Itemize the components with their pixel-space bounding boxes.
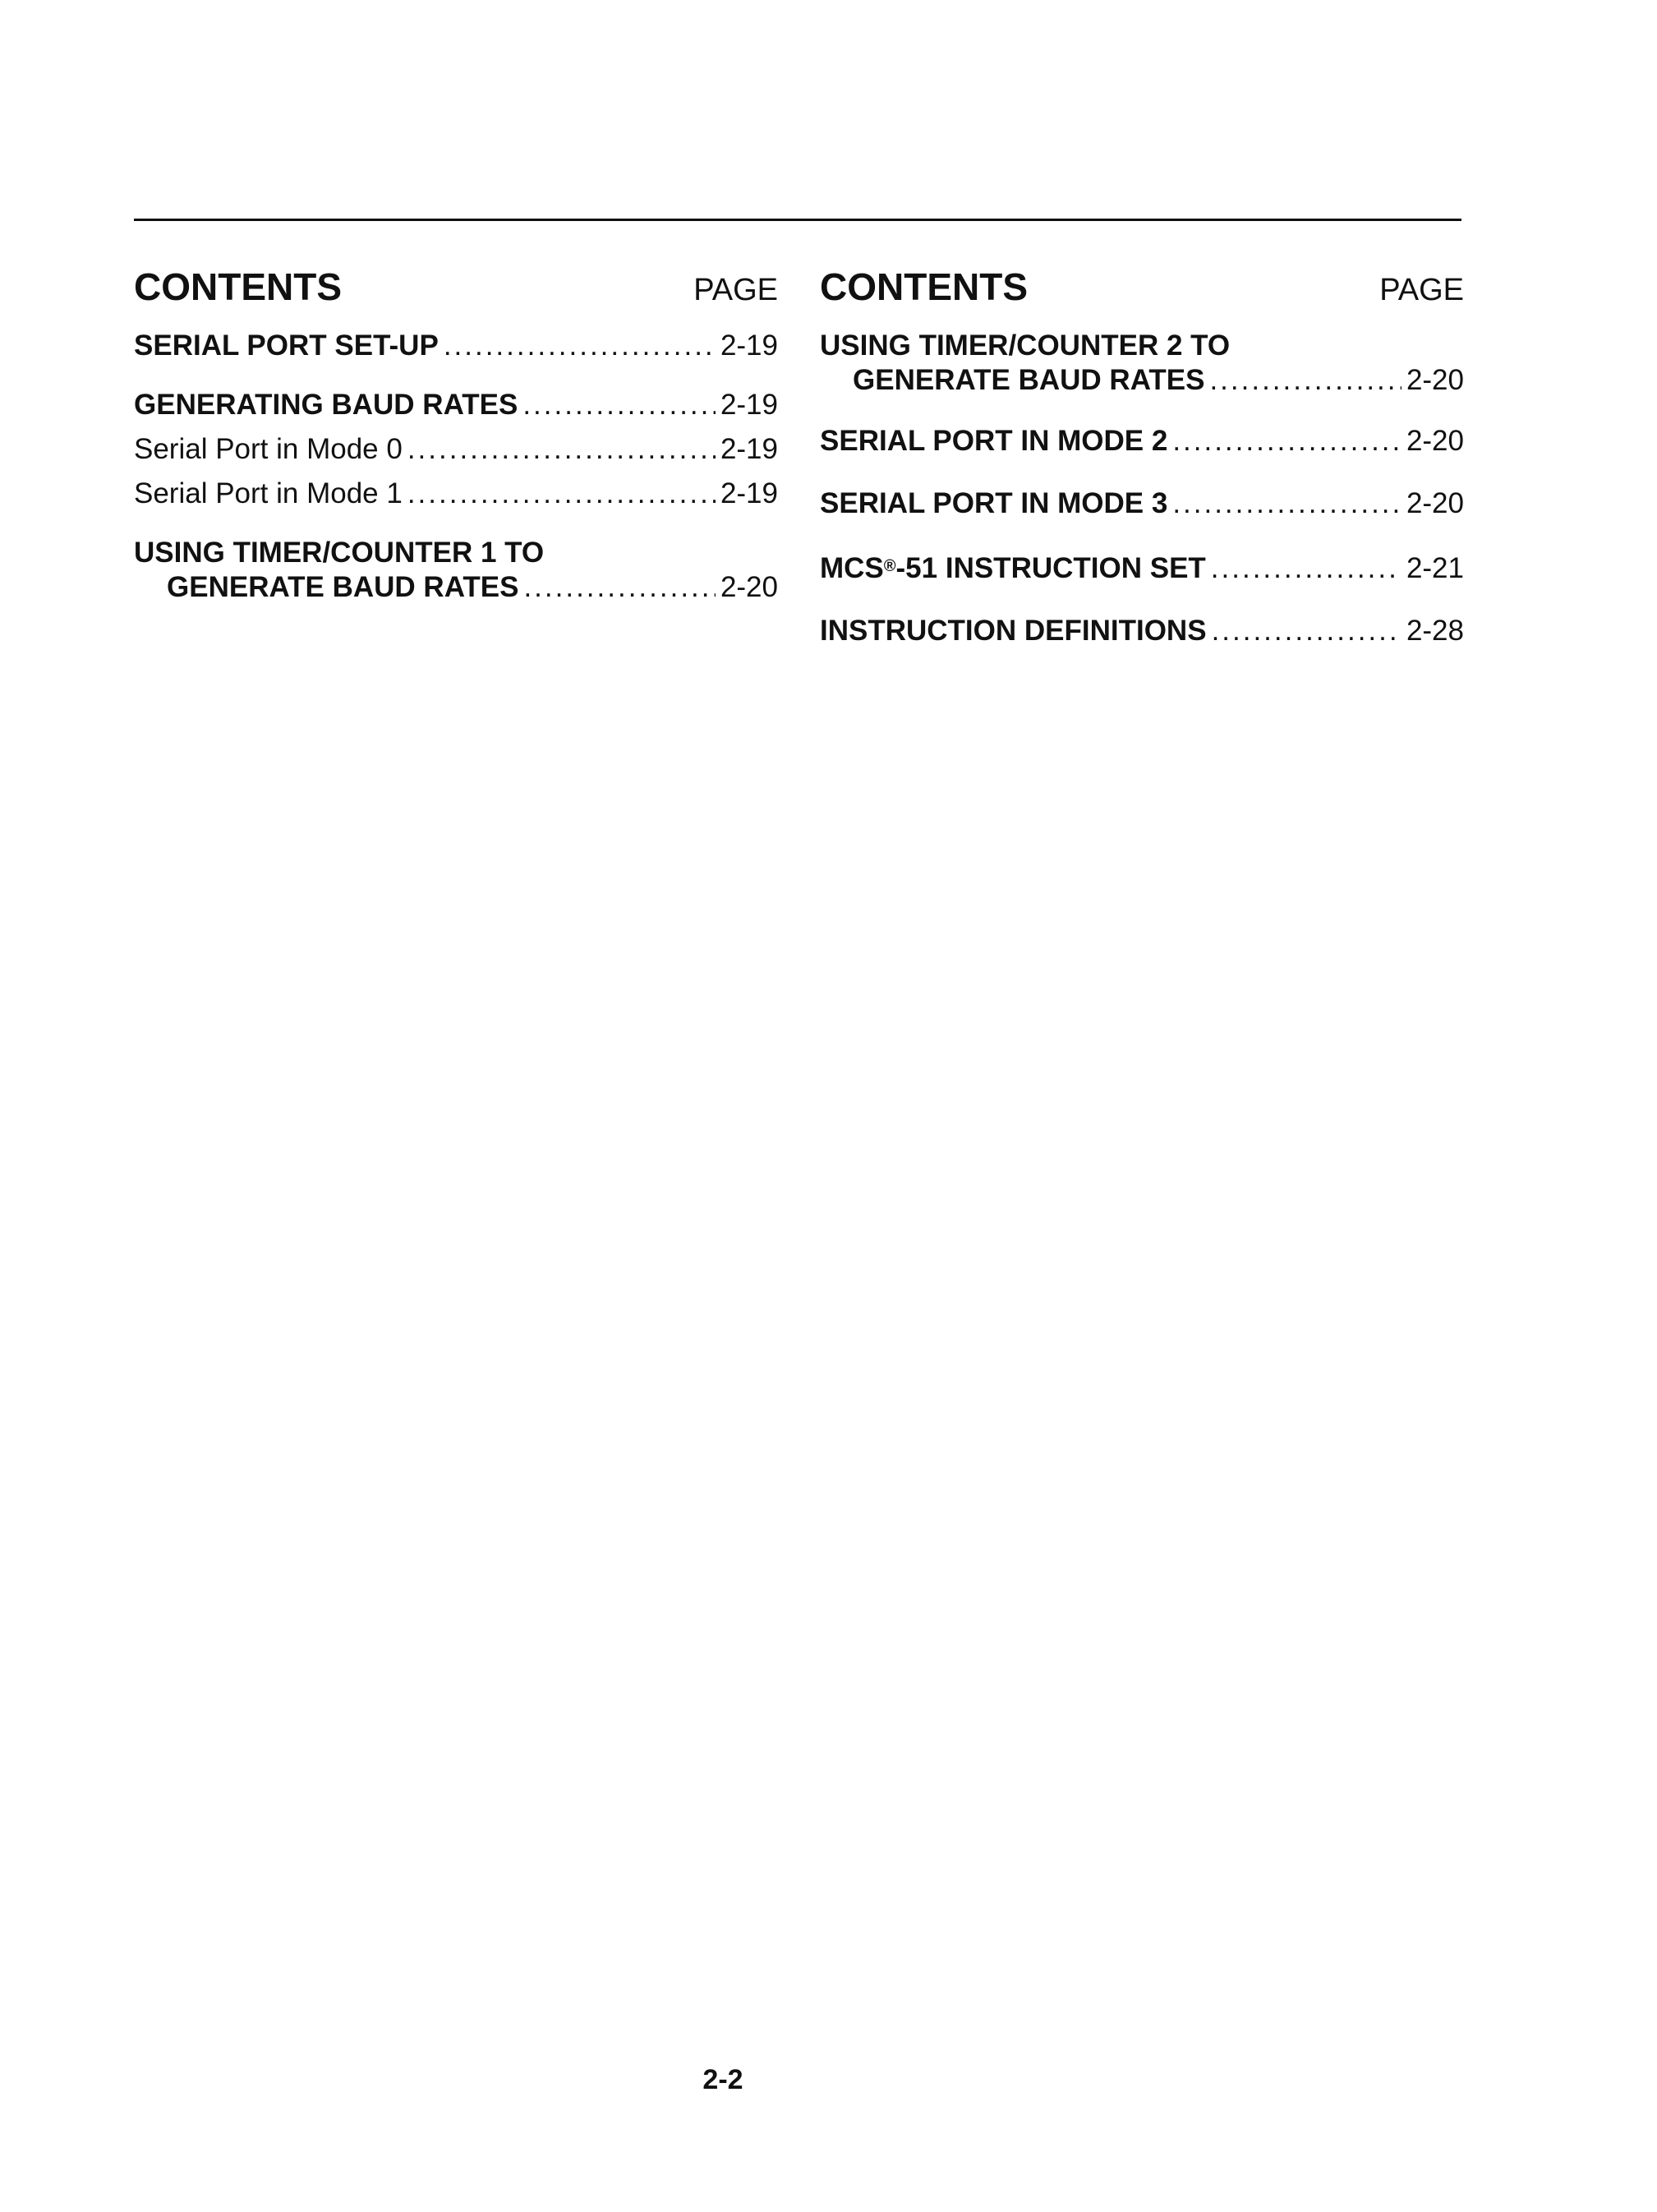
dot-leader <box>1212 614 1402 648</box>
toc-entry-page: 2-20 <box>1406 364 1464 396</box>
toc-entry-instruction-definitions[interactable] <box>820 614 1464 648</box>
dot-leader <box>522 388 716 422</box>
dot-leader <box>1209 363 1401 398</box>
toc-entry-generating-baud-rates[interactable] <box>134 388 778 422</box>
toc-entry-page: 2-20 <box>1406 425 1464 457</box>
toc-entry-page: 2-28 <box>1406 615 1464 647</box>
toc-column-left <box>134 265 778 605</box>
toc-entry-text-line1: USING TIMER/COUNTER 2 TO <box>820 329 1231 362</box>
toc-entry-serial-port-mode-3[interactable] <box>820 486 1464 521</box>
toc-column-right <box>820 265 1464 648</box>
contents-heading: CONTENTS <box>820 265 1028 308</box>
toc-entry-timer-counter-1[interactable] <box>134 536 778 605</box>
toc-entry-mcs51-instruction-set[interactable] <box>820 549 1464 586</box>
page-column-label: PAGE <box>1379 273 1464 307</box>
header-rule <box>134 219 1461 221</box>
toc-entry-text: Serial Port in Mode 1 <box>134 477 403 509</box>
registered-mark: ® <box>883 557 896 575</box>
toc-entry-text: SERIAL PORT IN MODE 3 <box>820 487 1168 519</box>
toc-entry-page: 2-20 <box>1406 487 1464 519</box>
toc-entry-text-prefix: MCS <box>820 552 884 584</box>
toc-entry-text-line1: USING TIMER/COUNTER 1 TO <box>134 537 545 569</box>
toc-entry-page: 2-19 <box>720 389 778 421</box>
toc-entry-text: SERIAL PORT IN MODE 2 <box>820 425 1168 457</box>
dot-leader <box>444 329 716 363</box>
toc-entry-text: SERIAL PORT SET-UP <box>134 329 439 362</box>
toc-entry-timer-counter-2[interactable] <box>820 329 1464 398</box>
toc-entry-page: 2-19 <box>720 477 778 509</box>
dot-leader <box>1172 486 1402 521</box>
toc-entry-text: INSTRUCTION DEFINITIONS <box>820 615 1207 647</box>
toc-entry-page: 2-19 <box>720 329 778 362</box>
dot-leader <box>1172 424 1402 459</box>
toc-entry-text: Serial Port in Mode 0 <box>134 433 403 465</box>
toc-entry-page: 2-19 <box>720 433 778 465</box>
toc-entry-serial-port-mode-2[interactable] <box>820 424 1464 459</box>
toc-entry-page: 2-21 <box>1406 552 1464 584</box>
toc-header-left <box>134 265 778 316</box>
contents-heading: CONTENTS <box>134 265 342 308</box>
dot-leader <box>1211 551 1402 586</box>
toc-entry-page: 2-20 <box>720 571 778 603</box>
toc-header-right <box>820 265 1464 316</box>
page-number: 2-2 <box>702 2064 743 2095</box>
toc-entry-text: GENERATING BAUD RATES <box>134 389 518 421</box>
toc-entry-serial-port-mode-0[interactable] <box>134 432 778 467</box>
dot-leader <box>407 477 716 511</box>
toc-entry-text <box>820 549 1206 586</box>
page-column-label: PAGE <box>693 273 778 307</box>
dot-leader <box>407 432 716 467</box>
dot-leader <box>523 570 715 605</box>
toc-entry-serial-port-mode-1[interactable] <box>134 477 778 511</box>
toc-entry-serial-port-setup[interactable] <box>134 329 778 363</box>
toc-entry-text-line2: GENERATE BAUD RATES <box>853 364 1205 396</box>
toc-entry-text-line2: GENERATE BAUD RATES <box>167 571 519 603</box>
toc-entry-text-suffix: -51 INSTRUCTION SET <box>895 552 1206 584</box>
